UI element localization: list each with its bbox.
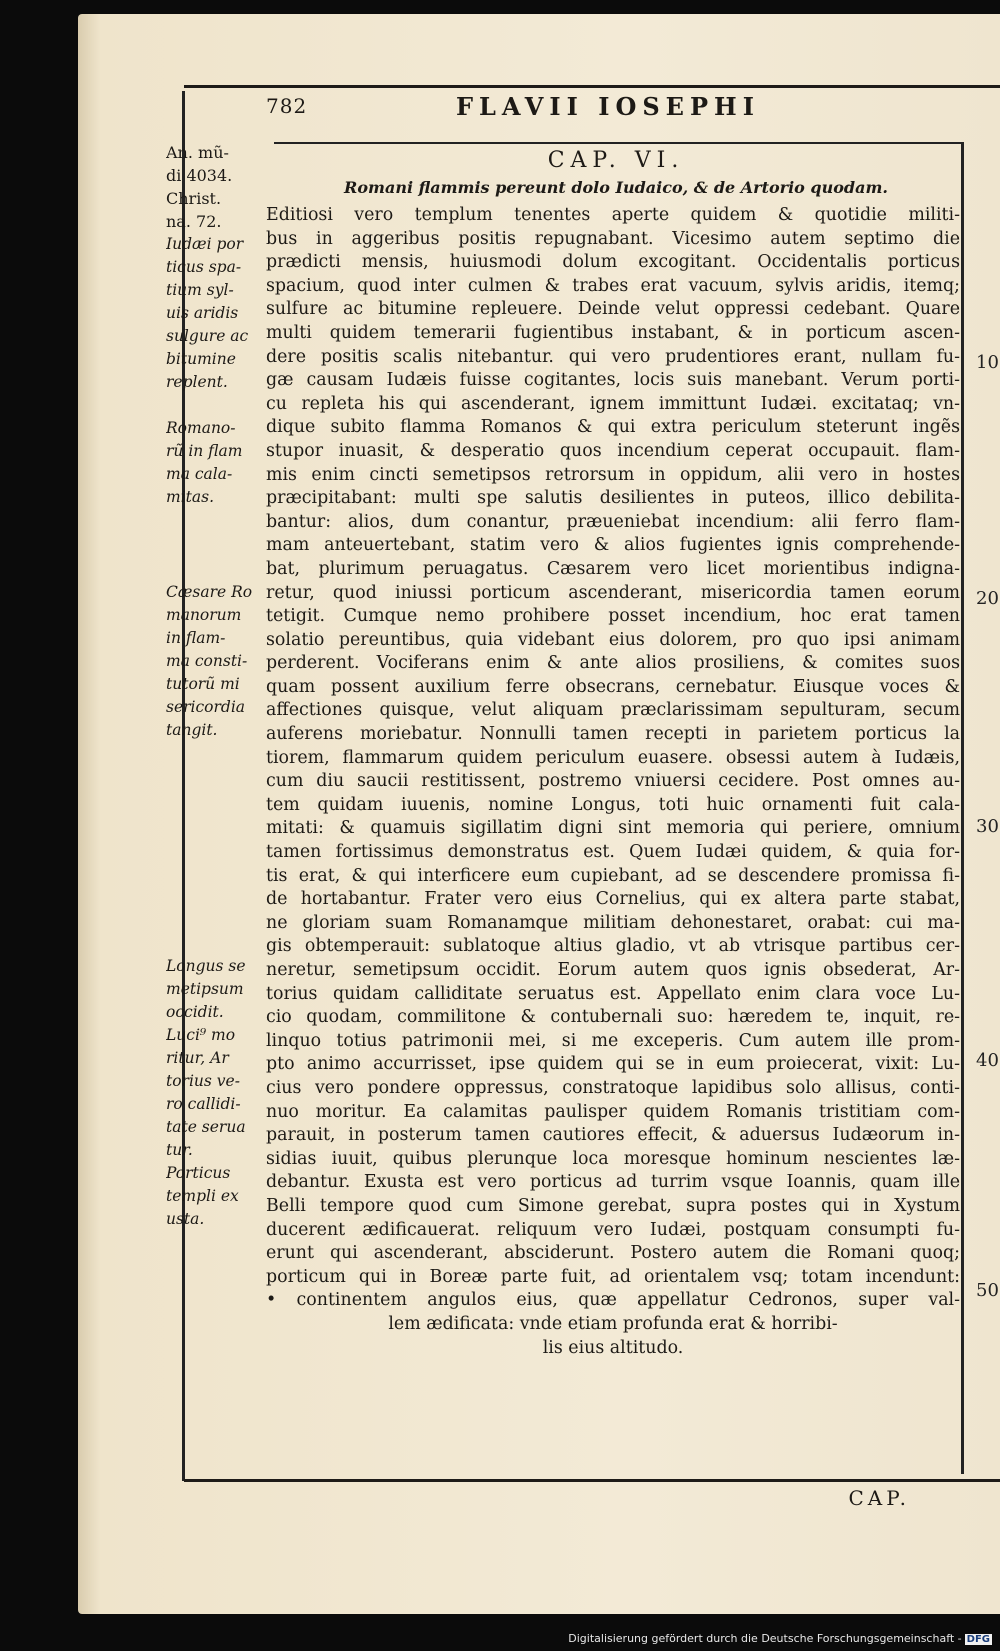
margin-note <box>166 418 261 510</box>
text-line: cu repleta his qui ascenderant, ignem immittunt Iudæi. excitataq; vn- <box>266 393 960 414</box>
book-page <box>78 14 1000 1614</box>
text-line: perderent. Vociferans enim & ante alios prosiliens, & comites suos <box>266 653 960 674</box>
text-line: multi quidem temerarii fugientibus instabant, & in porticum ascen- <box>266 322 960 343</box>
line-number: 20 <box>976 588 999 609</box>
margin-note-line: Romano- <box>166 419 236 437</box>
text-line: prædicti mensis, huiusmodi dolum excogitant. Occidentalis porticus <box>266 252 960 273</box>
margin-note <box>166 956 261 1232</box>
footer-text: Digitalisierung gefördert durch die Deutsche Forschungsgemeinschaft - <box>568 1632 962 1645</box>
margin-date-line: Christ. <box>166 189 222 208</box>
text-line: Belli tempore quod cum Simone gerebat, supra postes qui in Xystum <box>266 1195 960 1216</box>
bottom-rule <box>184 1479 1000 1482</box>
text-line: gæ causam Iudæis fuisse cogitantes, locis suis manebant. Verum porti- <box>266 370 960 391</box>
text-line: cum diu saucii restitissent, postremo vniuersi cecidere. Post omnes au- <box>266 771 960 792</box>
text-line: neretur, semetipsum occidit. Eorum autem quos ignis obsederat, Ar- <box>266 960 960 980</box>
text-line: de hortabantur. Frater vero eius Cornelius, qui ex altera parte stabat, <box>266 889 960 910</box>
margin-date-line: An. mũ- <box>166 143 229 162</box>
margin-note-line: tutorũ mi <box>166 675 240 693</box>
text-line: tem quidam iuuenis, nomine Longus, toti huic ornamenti fuit cala- <box>266 794 960 815</box>
running-head: FLAVII IOSEPHI <box>456 92 760 121</box>
text-line: tetigit. Cumque nemo prohibere posset incendium, hoc erat tamen <box>266 606 960 627</box>
text-line: quam possent auxilium ferre obsecrans, cernebatur. Eiusque voces & <box>266 676 960 697</box>
text-line: solatio pereuntibus, quia videbant eius dolorem, pro quo ipsi animam <box>266 629 960 650</box>
text-line: tamen fortissimus demonstratus est. Quem Iudæi quidem, & quia for- <box>266 842 960 863</box>
margin-note-line: mitas. <box>166 488 215 506</box>
text-line: cio quodam, commilitone & contubernali suo: hæredem te, inquit, re- <box>266 1007 960 1028</box>
margin-note-line: sulgure ac <box>166 327 249 345</box>
text-line: nuo moritur. Ea calamitas paulisper quidem Romanis tristitiam com- <box>266 1101 960 1122</box>
text-line: præcipitabant: multi spe salutis desilientes in puteos, illico debilita- <box>266 488 960 509</box>
margin-note-line: torius ve- <box>166 1072 240 1090</box>
margin-note-line: tur. <box>166 1141 193 1159</box>
margin-note-line: ma consti- <box>166 652 248 670</box>
margin-note-line: ticus spa- <box>166 258 242 276</box>
text-line: retur, quod iniussi porticum ascenderant, misericordia tamen eorum <box>266 582 960 603</box>
margin-note-line: bitumine <box>166 350 236 368</box>
margin-dates <box>166 142 261 234</box>
margin-note <box>166 234 261 395</box>
main-text-block <box>266 204 960 1360</box>
text-line: tis erat, & qui interficere eum cupiebant, ad se descendere promissa fi- <box>266 865 960 886</box>
page-header <box>266 92 966 126</box>
margin-note-line: occidit. <box>166 1003 224 1021</box>
text-line: linquo totius patrimonii mei, si me exceperis. Cum autem ille prom- <box>266 1030 960 1051</box>
text-line: • continentem angulos eius, quæ appellatur Cedronos, super val- <box>266 1290 960 1311</box>
text-line: porticum qui in Boreæ parte fuit, ad orientalem vsq; totam incendunt: <box>266 1266 960 1287</box>
text-line: gis obtemperauit: sublatoque altius gladio, vt ab vtrisque partibus cer- <box>266 936 960 957</box>
margin-note-line: ritur, Ar <box>166 1049 229 1067</box>
page-number: 782 <box>266 94 308 118</box>
text-line: torius quidam calliditate seruatus est. Appellato enim clara voce Lu- <box>266 983 960 1004</box>
header-rule <box>274 142 964 144</box>
margin-note-line: Iudæi por <box>166 235 244 253</box>
margin-note-line: metipsum <box>166 980 244 998</box>
margin-note-line: usta. <box>166 1210 205 1228</box>
text-line: dere positis scalis nitebantur. qui vero prudentiores erant, nullam fu- <box>266 346 960 367</box>
text-line: sidias iuuit, quibus plerunque loca moresque hominum nescientes læ- <box>266 1148 960 1169</box>
line-number: 40 <box>976 1050 999 1071</box>
line-number: 50 <box>976 1280 999 1301</box>
chapter-title: CAP. VI. <box>547 148 685 173</box>
text-line: dique subito flamma Romanos & qui extra periculum steterunt ingẽs <box>266 417 960 438</box>
text-line: lem ædificata: vnde etiam profunda erat & horribi- <box>388 1313 838 1334</box>
margin-note-line: ma cala- <box>166 465 233 483</box>
catchword: CAP. <box>848 1486 910 1510</box>
right-column-rule <box>961 144 964 1474</box>
margin-note-line: rũ in flam <box>166 442 243 460</box>
margin-note-line: replent. <box>166 373 228 391</box>
text-line: parauit, in posterum tamen cautiores effecit, & aduersus Iudæorum in- <box>266 1125 960 1146</box>
text-line: tiorem, flammarum quidem periculum euasere. obsessi autem à Iudæis, <box>266 747 960 768</box>
line-number: 10 <box>976 352 999 373</box>
text-line: cius vero pondere oppressus, constratoque lapidibus solo allisus, conti- <box>266 1077 960 1098</box>
text-line: pto animo accurrisset, ipse quidem qui se in eum proiecerat, vixit: Lu- <box>266 1054 960 1075</box>
margin-note-line: uis aridis <box>166 304 239 322</box>
margin-note-line: tium syl- <box>166 281 234 299</box>
text-line: sulfure ac bitumine repleuere. Deinde velut oppressi cedebant. Quare <box>266 299 960 320</box>
digitization-footer <box>568 1632 992 1645</box>
text-line: ne gloriam suam Romanamque militiam dehonestaret, orabat: cui ma- <box>266 912 960 933</box>
text-line: erunt qui ascenderant, absciderunt. Postero autem die Romani quoq; <box>266 1243 960 1264</box>
text-line: Editiosi vero templum tenentes aperte quidem & quotidie militi- <box>266 205 960 225</box>
text-line: ducerent ædificauerat. reliquum vero Iudæi, postquam consumpti fu- <box>266 1219 960 1240</box>
margin-note-line: Longus se <box>166 957 246 975</box>
margin-date-line: di 4034. <box>166 166 233 185</box>
margin-date-line: na. 72. <box>166 212 222 231</box>
text-line: bus in aggeribus positis repugnabant. Vicesimo autem septimo die <box>266 228 960 249</box>
dfg-logo: DFG <box>966 1634 990 1645</box>
margin-note-line: tate serua <box>166 1118 246 1136</box>
top-rule <box>184 85 1000 88</box>
line-number: 30 <box>976 816 999 837</box>
text-line: mam anteuertebant, statim vero & alios fugientes ignis comprehende- <box>266 535 960 556</box>
text-line: spacium, quod inter culmen & trabes erat vacuum, sylvis aridis, itemq; <box>266 275 960 296</box>
margin-note-line: Cæsare Ro <box>166 583 253 601</box>
margin-note-line: sericordia <box>166 698 246 716</box>
chapter-subtitle: Romani flammis pereunt dolo Iudaico, & de Artorio quodam. <box>344 178 888 197</box>
margin-note-line: Luci⁹ mo <box>166 1026 236 1044</box>
margin-note-line: ro callidi- <box>166 1095 241 1113</box>
margin-note <box>166 582 261 743</box>
text-line: bantur: alios, dum conantur, præueniebat incendium: alii ferro flam- <box>266 511 960 532</box>
margin-note-line: manorum <box>166 606 242 624</box>
text-line: auferens moriebatur. Nonnulli tamen recepti in parietem porticus la <box>266 724 960 745</box>
margin-note-line: Porticus <box>166 1164 231 1182</box>
margin-note-line: templi ex <box>166 1187 239 1205</box>
text-line: mis enim cincti semetipsos retrorsum in oppidum, alii vero in hostes <box>266 464 960 485</box>
text-line: affectiones quisque, velut aliquam præclarissimam sepulturam, secum <box>266 700 960 721</box>
margin-note-line: in flam- <box>166 629 226 647</box>
text-line: bat, plurimum peruagatus. Cæsarem vero licet morientibus indigna- <box>266 558 960 579</box>
text-line: debantur. Exusta est vero porticus ad turrim vsque Ioannis, quam ille <box>266 1172 960 1193</box>
margin-note-line: tangit. <box>166 721 218 739</box>
text-line: stupor inuasit, & desperatio quos incendium ceperat occupauit. flam- <box>266 440 960 461</box>
text-line: mitati: & quamuis sigillatim digni sint memoria qui periere, omnium <box>266 818 960 839</box>
text-line: lis eius altitudo. <box>542 1337 684 1358</box>
